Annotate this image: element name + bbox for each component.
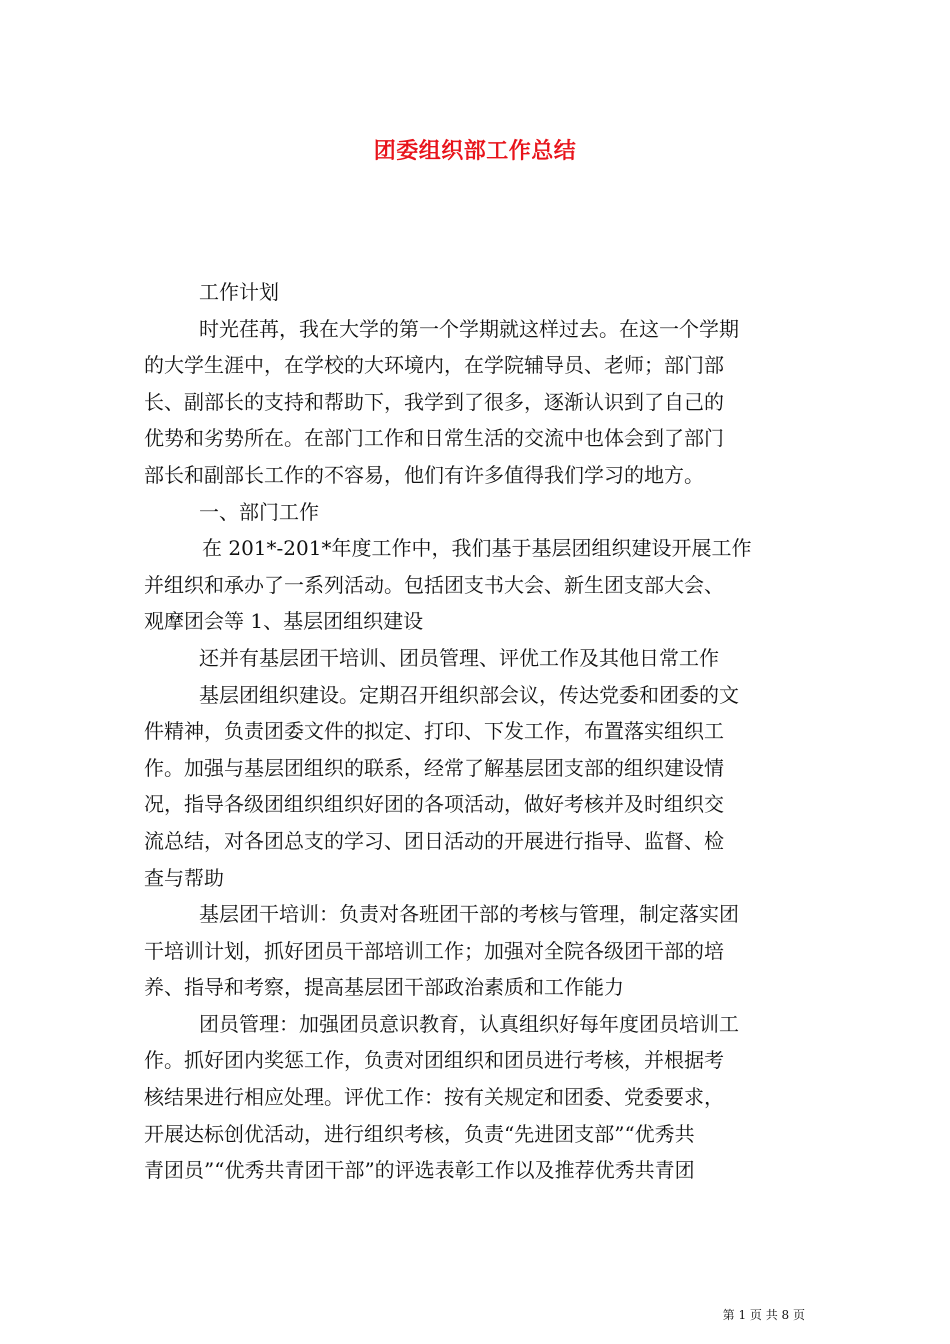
paragraph-line: 观摩团会等 1、基层团组织建设 <box>144 609 424 634</box>
paragraph-line: 并组织和承办了一系列活动。包括团支书大会、新生团支部大会、 <box>144 572 724 597</box>
document-body <box>144 274 806 1189</box>
paragraph-line: 时光荏苒，我在大学的第一个学期就这样过去。在这一个学期 <box>199 316 739 341</box>
paragraph-line: 干培训计划，抓好团员干部培训工作；加强对全院各级团干部的培 <box>144 938 724 963</box>
paragraph-line: 的大学生涯中，在学校的大环境内，在学院辅导员、老师；部门部 <box>144 353 724 378</box>
paragraph-line: 优势和劣势所在。在部门工作和日常生活的交流中也体会到了部门 <box>144 426 724 451</box>
paragraph-line: 团员管理：加强团员意识教育，认真组织好每年度团员培训工 <box>199 1011 739 1036</box>
paragraph-line: 部长和副部长工作的不容易，他们有许多值得我们学习的地方。 <box>144 462 704 487</box>
paragraph-line: 在 201*-201*年度工作中，我们基于基层团组织建设开展工作 <box>202 536 752 561</box>
document-title: 团委组织部工作总结 <box>373 138 577 164</box>
paragraph-line: 流总结，对各团总支的学习、团日活动的开展进行指导、监督、检 <box>144 828 724 853</box>
page-number: 第 1 页 共 8 页 <box>722 1308 805 1322</box>
paragraph-line: 基层团组织建设。定期召开组织部会议，传达党委和团委的文 <box>199 682 739 707</box>
paragraph-line: 核结果进行相应处理。评优工作：按有关规定和团委、党委要求， <box>144 1085 724 1110</box>
paragraph-line: 基层团干培训：负责对各班团干部的考核与管理，制定落实团 <box>199 902 739 927</box>
paragraph-line: 还并有基层团干培训、团员管理、评优工作及其他日常工作 <box>199 645 719 670</box>
paragraph-line: 况，指导各级团组织组织好团的各项活动，做好考核并及时组织交 <box>144 792 724 817</box>
section-heading: 一、部门工作 <box>199 499 319 524</box>
paragraph-line: 件精神，负责团委文件的拟定、打印、下发工作，布置落实组织工 <box>144 719 724 744</box>
paragraph-line: 开展达标创优活动，进行组织考核，负责“先进团支部”“优秀共 <box>144 1121 695 1146</box>
paragraph-line: 长、副部长的支持和帮助下，我学到了很多，逐渐认识到了自己的 <box>144 389 724 414</box>
paragraph-line: 工作计划 <box>199 280 279 304</box>
paragraph-line: 青团员”“优秀共青团干部”的评选表彰工作以及推荐优秀共青团 <box>144 1158 695 1183</box>
paragraph-line: 查与帮助 <box>144 865 224 890</box>
paragraph-line: 养、指导和考察，提高基层团干部政治素质和工作能力 <box>144 975 624 1000</box>
paragraph-line: 作。加强与基层团组织的联系，经常了解基层团支部的组织建设情 <box>144 755 724 780</box>
paragraph-line: 作。抓好团内奖惩工作，负责对团组织和团员进行考核，并根据考 <box>144 1048 724 1073</box>
